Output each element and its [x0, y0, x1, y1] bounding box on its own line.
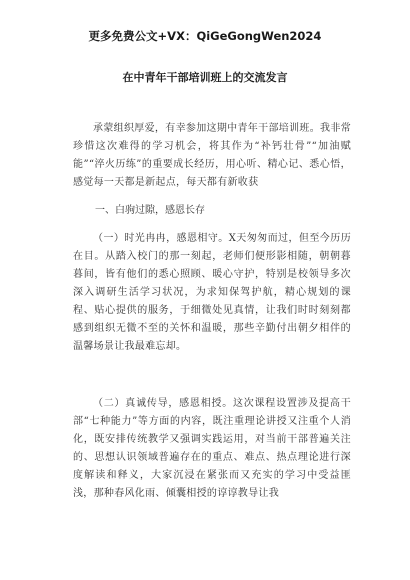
- promo-header: 更多免费公文+VX：QiGeGongWen2024: [88, 29, 322, 43]
- intro-paragraph: 承蒙组织厚爱，有幸参加这期中青年干部培训班。我非常珍惜这次难得的学习机会，将其作为“补钙壮骨”“加油赋能”“淬火历练”的重要成长经历，用心听、精心记、悉心悟，感觉每一天都是新起点，每天都有新收获: [73, 123, 351, 188]
- document-title: 在中青年干部培训班上的交流发言: [122, 71, 288, 84]
- subsection-1-paragraph: （一）时光冉冉，感恩相守。X天匆匆而过，但至今历历在目。从踏入校门的那一刻起，老师们便形影相随，朝朝暮暮间，皆有他们的悉心照顾、暖心守护，特别是校领导多次深入调研生活学习状况，为求知保驾护航，精心规划的课程、贴心提供的服务，于细微处见真情，让我们时时刻刻都感到组织无微不至的关怀和温暖，那些辛勤付出朝夕相伴的温馨场景让我最难忘却。: [73, 233, 351, 352]
- subsection-2-paragraph: （二）真诚传导，感恩相授。这次课程设置涉及提高干部“七种能力”等方面的内容，既注重理论讲授又注重个人消化，既安排传统教学又强调实践运用，对当前干部普遍关注的、思想认识领域普遍存在的重点、难点、热点理论进行深度解读和释义，大家沉浸在紧张而又充实的学习中受益匪浅，那种春风化雨、倾囊相授的谆谆教导让我: [73, 398, 351, 499]
- section-heading: 一、白驹过隙，感恩长存: [95, 205, 205, 216]
